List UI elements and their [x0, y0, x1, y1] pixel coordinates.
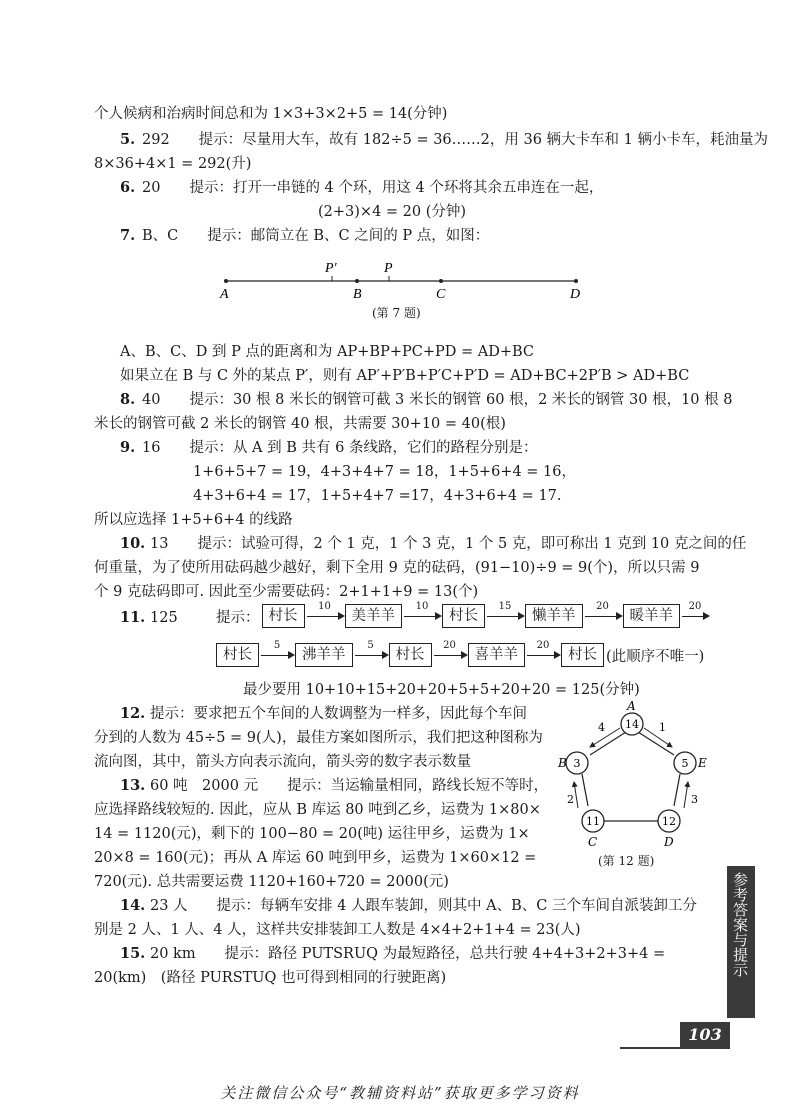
node-c-label: C — [588, 835, 598, 849]
flow-arrow: 20 — [432, 644, 468, 666]
flow-node: 沸羊羊 — [295, 643, 353, 667]
figure-7-caption: (第 7 题) — [372, 306, 421, 320]
flow-node: 懒羊羊 — [525, 604, 583, 628]
q9-text: 16 提示：从 A 到 B 共有 6 条线路，它们的路程分别是： — [142, 440, 538, 456]
flow-arrow: 20 — [525, 644, 561, 666]
q11-total: 最少要用 10+10+15+20+20+5+5+20+20 = 125(分钟) — [243, 682, 640, 698]
point-a — [224, 279, 228, 283]
q8-text: 40 提示：30 根 8 米长的钢管可截 3 米长的钢管 60 根，2 米长的钢管 30 根，10 根 8 — [142, 392, 733, 408]
flow-node: 喜羊羊 — [468, 643, 526, 667]
q9-routes-2: 4+3+6+4 = 17，1+5+4+7 =17，4+3+6+4 = 17. — [193, 488, 562, 504]
label-p-prime: P′ — [325, 261, 337, 276]
edge-label-4: 4 — [598, 721, 605, 734]
label-b: B — [353, 287, 362, 302]
q14-number: 14. — [120, 897, 146, 914]
point-b — [355, 279, 359, 283]
q7-number: 7. — [120, 227, 136, 244]
q13-text-cont: 应选择路线较短的. 因此，应从 B 库运 80 吨到乙乡，运费为 1×80× — [94, 802, 541, 818]
q11-flow-row-1 — [216, 601, 710, 628]
node-d-label: D — [664, 835, 674, 849]
q13-text-cont3: 20×8 = 160(元)；再从 A 库运 60 吨到甲乡，运费为 1×60×12 = — [94, 850, 537, 866]
q7-text: B、C 提示：邮筒立在 B、C 之间的 P 点，如图： — [142, 228, 490, 244]
q8-number: 8. — [120, 391, 136, 408]
flow-arrow: 10 — [402, 605, 442, 627]
q9-number: 9. — [120, 439, 136, 456]
q10-number: 10. — [120, 535, 146, 552]
q12-number: 12. — [120, 705, 146, 722]
flow-node: 美羊羊 — [345, 604, 403, 628]
q12-text-cont: 分到的人数为 45÷5 = 9(人)，最佳方案如图所示，我们把这种图称为 — [94, 730, 543, 746]
q9-routes-1: 1+6+5+7 = 19，4+3+4+7 = 18，1+5+6+4 = 16， — [193, 464, 577, 480]
q15-text-cont: 20(km) (路径 PURSTUQ 也可得到相同的行驶距离) — [94, 970, 447, 986]
chapter-side-tab-label: 参考答案与提示 — [731, 872, 749, 977]
q13-text-cont2: 14 = 1120(元)，剩下的 100−80 = 20(吨) 运往甲乡，运费为 1× — [94, 826, 530, 842]
q10-text-cont: 何重量，为了使所用砝码越少越好，剩下全用 9 克的砝码，(91−10)÷9 = 9(个)，所以只需 9 — [94, 560, 700, 576]
flow-node: 村长 — [389, 643, 432, 667]
q11-number: 11. — [120, 609, 146, 626]
label-d: D — [570, 287, 581, 302]
q6-text: 20 提示：打开一串链的 4 个环，用这 4 个环将其余五串连在一起， — [142, 180, 604, 196]
q10-text-cont2: 个 9 克砝码即可. 因此至少需要砝码：2+1+1+9 = 13(个) — [94, 584, 479, 600]
edge-e-d — [674, 774, 680, 806]
page-number: 103 — [680, 1022, 730, 1048]
node-d-value: 12 — [662, 815, 676, 828]
q11-answer: 125 — [150, 610, 178, 626]
figure-12-flow-diagram — [560, 700, 710, 870]
q15-text: 20 km 提示：路径 PUTSRUQ 为最短路径，总共行驶 4+4+3+2+3+4 = — [150, 946, 666, 962]
q6-formula: (2+3)×4 = 20 (分钟) — [318, 204, 467, 220]
q6-number: 6. — [120, 179, 136, 196]
flow-arrow: 5 — [259, 644, 295, 666]
q5-number: 5. — [120, 131, 136, 148]
edge-b-c — [582, 774, 588, 806]
node-a-value: 14 — [625, 718, 639, 731]
flow-arrow: 10 — [305, 605, 345, 627]
q5-text: 292 提示：尽量用大车，故有 182÷5 = 36……2，用 36 辆大卡车和 1 辆小卡车，耗油量为 — [142, 132, 768, 148]
node-e-label: E — [698, 756, 707, 770]
q10-text: 13 提示：试验可得，2 个 1 克，1 个 3 克，1 个 5 克，即可称出 1 克到 10 克之间的任 — [150, 536, 747, 552]
edge-label-3: 3 — [691, 793, 698, 806]
flow-node: 村长 — [442, 604, 485, 628]
flow-node: 村长 — [216, 643, 259, 667]
label-p: P — [384, 261, 393, 276]
node-e-value: 5 — [681, 757, 689, 770]
q7-sum: A、B、C、D 到 P 点的距离和为 AP+BP+PC+PD = AD+BC — [120, 344, 534, 360]
flow-node: 村长 — [561, 643, 604, 667]
q13-text-cont4: 720(元). 总共需要运费 1120+160+720 = 2000(元) — [94, 874, 449, 890]
q11-flow-row-2 — [216, 640, 705, 667]
q15-number: 15. — [120, 945, 146, 962]
label-c: C — [436, 287, 446, 302]
answer-line: 个人候病和治病时间总和为 1×3+3×2+5 = 14(分钟) — [94, 106, 448, 122]
node-a-label: A — [627, 699, 636, 713]
q9-conclusion: 所以应选择 1+5+6+4 的线路 — [94, 512, 293, 528]
flow-arrow: 20 — [583, 605, 623, 627]
figure-12-caption: (第 12 题) — [598, 854, 655, 868]
q13-number: 13. — [120, 777, 146, 794]
q14-text: 23 人 提示：每辆车安排 4 人跟车装卸，则其中 A、B、C 三个车间自派装卸工分 — [150, 898, 697, 914]
node-b-label: B — [558, 756, 567, 770]
q12-text-cont2: 流向图，其中，箭头方向表示流向，箭头旁的数字表示数量 — [94, 754, 471, 770]
node-b-value: 3 — [573, 757, 581, 770]
point-d — [574, 279, 578, 283]
q7-compare: 如果立在 B 与 C 外的某点 P′，则有 AP′+P′B+P′C+P′D = AD+BC+2P′B > AD+BC — [120, 368, 690, 384]
q11-note: (此顺序不唯一) — [606, 648, 705, 665]
flow-arrow-d-to-e — [684, 782, 688, 808]
q8-text-cont: 米长的钢管可截 2 米长的钢管 40 根，共需要 30+10 = 40(根) — [94, 416, 506, 432]
edge-label-2: 2 — [567, 793, 574, 806]
flow-node: 暖羊羊 — [623, 604, 681, 628]
q12-text: 提示：要求把五个车间的人数调整为一样多，因此每个车间 — [150, 706, 527, 722]
node-c-value: 11 — [586, 815, 600, 828]
flow-arrow: 5 — [353, 644, 389, 666]
q14-text-cont: 别是 2 人、1 人、4 人，这样共安排装卸工人数是 4×4+2+1+4 = 23(人) — [94, 922, 581, 938]
q5-text-cont: 8×36+4×1 = 292(升) — [94, 156, 252, 172]
point-c — [439, 279, 443, 283]
label-a: A — [220, 287, 229, 302]
footer-note: 关注微信公众号“教辅资料站”获取更多学习资料 — [220, 1084, 580, 1102]
edge-a-e — [638, 732, 674, 755]
flow-arrow-c-to-b — [574, 782, 578, 808]
flow-arrow: 15 — [485, 605, 525, 627]
flow-arrow-a-to-b — [590, 728, 620, 747]
flow-node: 村长 — [262, 604, 305, 628]
flow-arrow: 20 — [680, 605, 710, 627]
edge-label-1: 1 — [659, 721, 666, 734]
q11-hint-label: 提示： — [216, 609, 260, 626]
q13-text: 60 吨 2000 元 提示：当运输量相同，路线长短不等时， — [150, 778, 549, 794]
